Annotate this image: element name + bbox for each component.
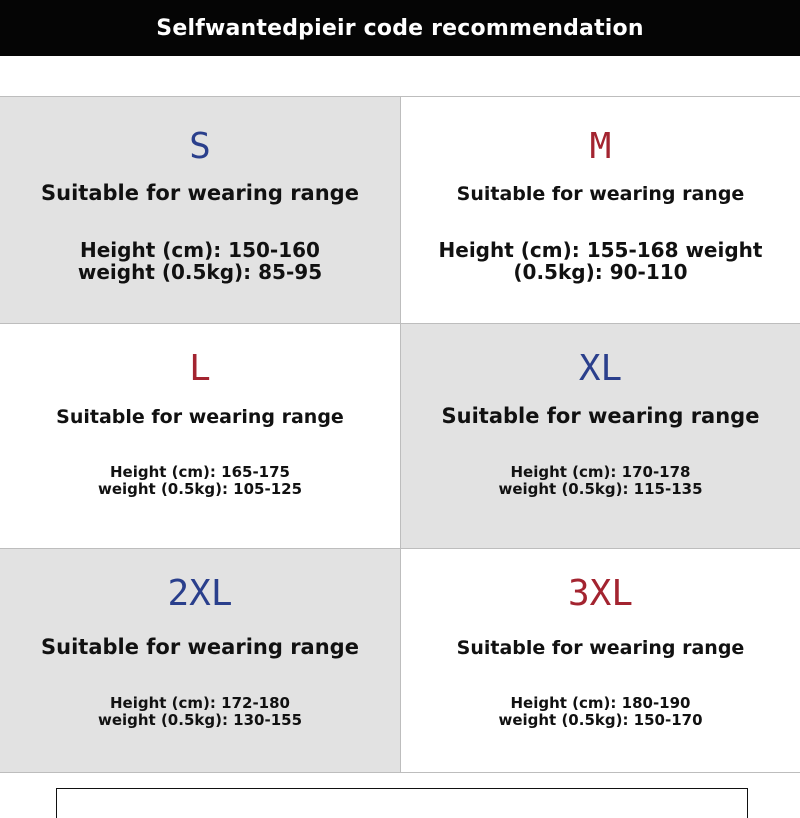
range-heading: Suitable for wearing range	[41, 635, 359, 659]
height-text: Height (cm): 170-178	[510, 463, 691, 481]
size-spec	[0, 239, 400, 283]
height-text: Height (cm): 165-175	[110, 463, 290, 481]
height-text: Height (cm): 180-190	[510, 694, 691, 712]
height-text: Height (cm): 155-168 weight	[438, 238, 763, 262]
size-spec	[401, 695, 800, 729]
weight-text: (0.5kg): 90-110	[513, 260, 688, 284]
size-card-xl	[400, 324, 800, 549]
size-label: S	[189, 126, 211, 167]
weight-text: weight (0.5kg): 85-95	[77, 260, 323, 284]
size-card-s	[0, 97, 400, 324]
size-label: M	[589, 126, 612, 167]
size-chart-grid	[0, 96, 800, 773]
size-label: 3XL	[567, 573, 634, 614]
size-spec	[0, 464, 400, 498]
weight-text: weight (0.5kg): 115-135	[498, 480, 703, 498]
size-spec	[0, 695, 400, 729]
size-spec	[401, 239, 800, 283]
range-heading: Suitable for wearing range	[41, 181, 359, 205]
size-card-3xl	[400, 549, 800, 773]
range-heading: Suitable for wearing range	[456, 637, 745, 659]
size-label: 2XL	[167, 573, 233, 614]
size-card-l	[0, 324, 400, 549]
size-label: XL	[578, 348, 623, 389]
size-label: L	[189, 348, 211, 389]
height-text: Height (cm): 172-180	[110, 694, 290, 712]
page-title: Selfwantedpieir code recommendation	[0, 0, 800, 56]
height-text: Height (cm): 150-160	[80, 238, 320, 262]
size-spec	[401, 464, 800, 498]
range-heading: Suitable for wearing range	[56, 406, 344, 428]
range-heading: Suitable for wearing range	[441, 404, 760, 428]
weight-text: weight (0.5kg): 105-125	[97, 480, 303, 498]
bottom-frame	[56, 788, 748, 818]
weight-text: weight (0.5kg): 130-155	[97, 711, 303, 729]
size-card-2xl	[0, 549, 400, 773]
weight-text: weight (0.5kg): 150-170	[498, 711, 703, 729]
size-card-m	[400, 97, 800, 324]
range-heading: Suitable for wearing range	[456, 183, 745, 205]
